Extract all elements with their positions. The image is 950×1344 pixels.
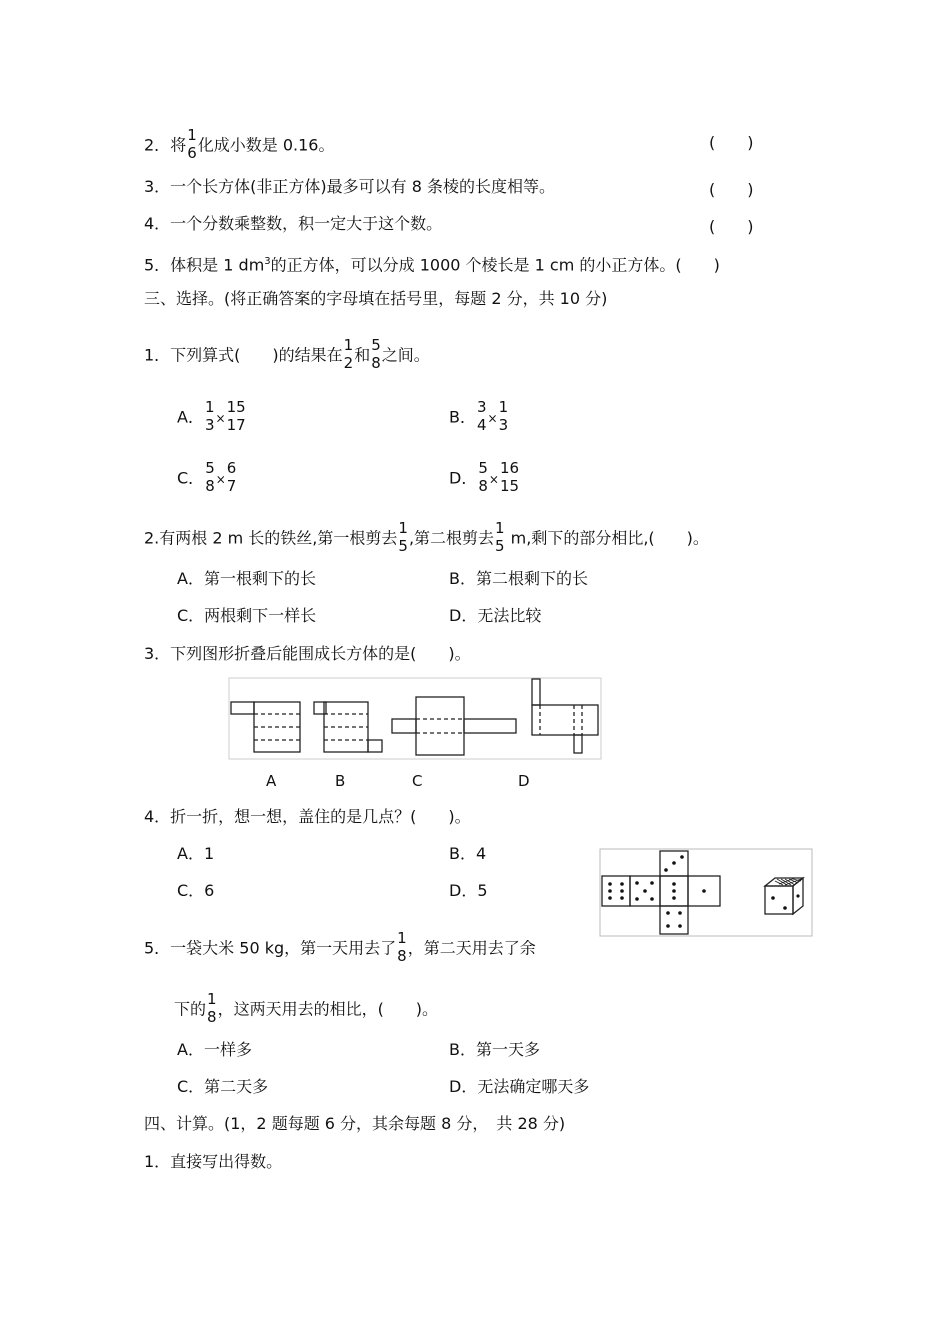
option-a[interactable]: A． 1 3 × 15 17 bbox=[177, 398, 246, 434]
option-c[interactable]: C．两根剩下一样长 bbox=[177, 606, 317, 625]
figure-label-d: D bbox=[518, 772, 530, 790]
fraction: 1 8 bbox=[207, 990, 217, 1026]
option-a[interactable]: A．第一根剩下的长 bbox=[177, 569, 316, 588]
choice-q5: 5．一袋大米 50 kg，第一天用去了 1 8 ，第二天用去了余 bbox=[144, 929, 536, 965]
fraction: 5 8 bbox=[371, 336, 381, 372]
section3-title: 三、选择。(将正确答案的字母填在括号里，每题 2 分，共 10 分) bbox=[144, 289, 608, 308]
judge-q3: 3．一个长方体(非正方体)最多可以有 8 条棱的长度相等。 bbox=[144, 177, 556, 196]
figure-label-b: B bbox=[335, 772, 346, 790]
option-b[interactable]: B．4 bbox=[449, 844, 487, 863]
option-b[interactable]: B．第二根剩下的长 bbox=[449, 569, 588, 588]
option-b[interactable]: B． 3 4 × 1 3 bbox=[449, 398, 509, 434]
fraction: 1 3 bbox=[498, 398, 509, 434]
choice-q3: 3．下列图形折叠后能围成长方体的是( )。 bbox=[144, 644, 471, 663]
figure-label-c: C bbox=[412, 772, 423, 790]
fraction: 1 3 bbox=[204, 398, 215, 434]
fraction: 1 8 bbox=[397, 929, 407, 965]
cuboid-nets-figure bbox=[228, 677, 602, 761]
fraction: 1 2 bbox=[343, 336, 354, 372]
fraction: 6 7 bbox=[226, 459, 237, 495]
dice-net-figure bbox=[599, 848, 813, 938]
option-d[interactable]: D． 5 8 × 16 15 bbox=[449, 459, 520, 495]
choice-q1: 1．下列算式( )的结果在 1 2 和 5 8 之间。 bbox=[144, 336, 430, 372]
calc-q1: 1．直接写出得数。 bbox=[144, 1152, 283, 1171]
judge-q2: 2．将 1 6 化成小数是 0.16。 bbox=[144, 126, 335, 162]
answer-paren[interactable]: ( ) bbox=[709, 180, 754, 199]
answer-paren[interactable]: ( ) bbox=[709, 133, 754, 152]
choice-q4: 4．折一折，想一想，盖住的是几点？( )。 bbox=[144, 807, 471, 826]
fraction: 3 4 bbox=[476, 398, 487, 434]
option-d[interactable]: D．无法比较 bbox=[449, 606, 542, 625]
fraction: 5 8 bbox=[478, 459, 488, 495]
option-a[interactable]: A．一样多 bbox=[177, 1040, 252, 1059]
option-c[interactable]: C． 5 8 × 6 7 bbox=[177, 459, 237, 495]
judge-q4: 4．一个分数乘整数，积一定大于这个数。 bbox=[144, 214, 443, 233]
fraction: 15 17 bbox=[226, 398, 246, 434]
choice-q5-cont: 下的 1 8 ，这两天用去的相比，( )。 bbox=[174, 990, 439, 1026]
option-a[interactable]: A．1 bbox=[177, 844, 215, 863]
answer-paren[interactable]: ( ) bbox=[709, 217, 754, 236]
fraction: 1 5 bbox=[398, 519, 408, 555]
option-d[interactable]: D．无法确定哪天多 bbox=[449, 1077, 590, 1096]
section4-title: 四、计算。(1，2 题每题 6 分，其余每题 8 分， 共 28 分) bbox=[144, 1114, 566, 1133]
fraction: 5 8 bbox=[205, 459, 215, 495]
option-c[interactable]: C．6 bbox=[177, 881, 215, 900]
fraction: 16 15 bbox=[499, 459, 520, 495]
fraction: 1 5 bbox=[495, 519, 505, 555]
choice-q2: 2.有两根 2 m 长的铁丝,第一根剪去 1 5 ,第二根剪去 1 5 m,剩下的部分相比,( )。 bbox=[144, 519, 709, 555]
judge-q5: 5．体积是 1 $dm^3$的正方体，可以分成 1000 个棱长是 1 cm 的小正方体。( ) bbox=[144, 255, 720, 275]
fraction: 1 6 bbox=[187, 126, 197, 162]
figure-label-a: A bbox=[266, 772, 277, 790]
option-c[interactable]: C．第二天多 bbox=[177, 1077, 269, 1096]
option-d[interactable]: D．5 bbox=[449, 881, 488, 900]
option-b[interactable]: B．第一天多 bbox=[449, 1040, 540, 1059]
